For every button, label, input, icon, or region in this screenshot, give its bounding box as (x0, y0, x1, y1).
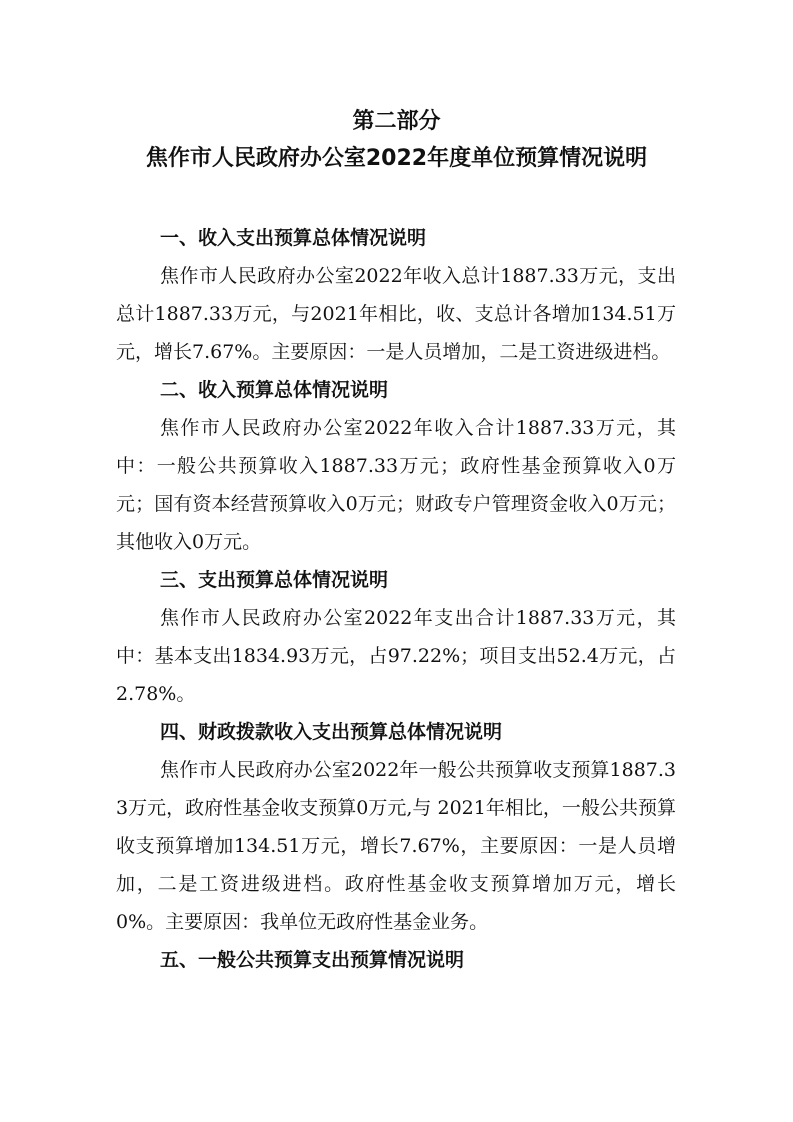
section-heading-4: 四、财政拨款收入支出预算总体情况说明 (160, 721, 503, 743)
document-title: 焦作市人民政府办公室2022年度单位预算情况说明 (145, 146, 648, 171)
section-paragraph-1: 焦作市人民政府办公室2022年收入总计1887.33万元，支出总计1887.33万元，与2021年相比，收、支总计各增加134.51万元，增长7.67%。主要原因：一是人员增加，二是工资进级进档。 (116, 265, 676, 363)
part-title: 第二部分 (352, 109, 441, 134)
section-heading-2: 二、收入预算总体情况说明 (160, 379, 389, 401)
section-paragraph-2: 焦作市人民政府办公室2022年收入合计1887.33万元，其中：一般公共预算收入1887.33万元；政府性基金预算收入0万元；国有资本经营预算收入0万元；财政专户管理资金收入0万元；其他收入0万元。 (116, 417, 676, 553)
section-heading-3: 三、支出预算总体情况说明 (160, 569, 389, 591)
document-body (116, 219, 676, 979)
section-paragraph-4: 焦作市人民政府办公室2022年一般公共预算收支预算1887.33万元，政府性基金收支预算0万元,与 2021年相比，一般公共预算收支预算增加134.51万元，增长7.67%，主要原因：一是人员增加，二是工资进级进档。政府性基金收支预算增加万元，增长0%。主要原因：我单位无政府性基金业务。 (116, 759, 676, 933)
section-heading-5: 五、一般公共预算支出预算情况说明 (160, 949, 465, 971)
section-paragraph-3: 焦作市人民政府办公室2022年支出合计1887.33万元，其中：基本支出1834.93万元，占97.22%；项目支出52.4万元，占2.78%。 (116, 607, 676, 705)
section-heading-1: 一、收入支出预算总体情况说明 (160, 227, 427, 249)
